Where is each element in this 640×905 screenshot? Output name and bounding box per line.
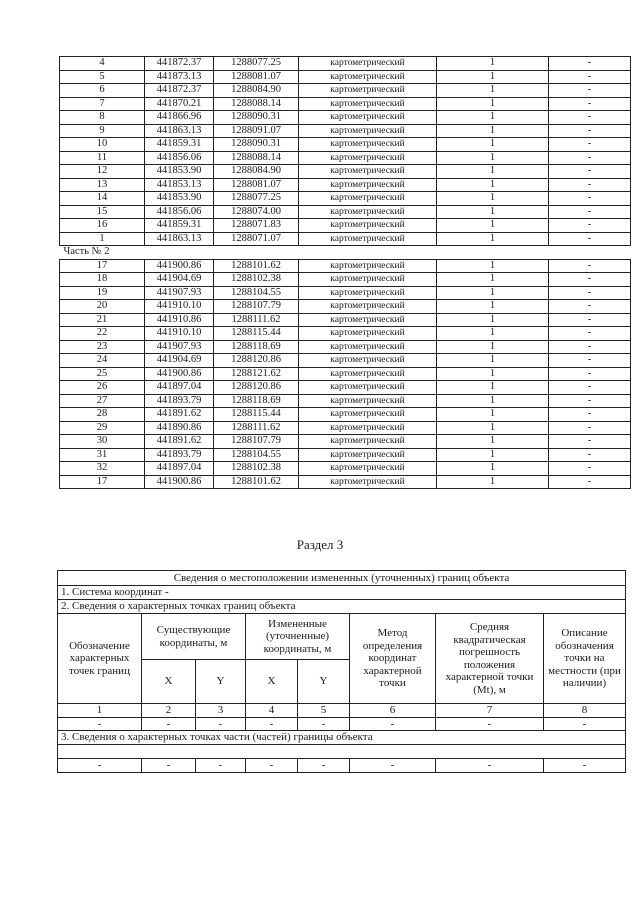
- cell-method: картометрический: [299, 354, 437, 368]
- cell-method: картометрический: [299, 435, 437, 449]
- cell-error: 1: [437, 232, 549, 246]
- cell-method: картометрический: [299, 205, 437, 219]
- cell-y: 1288102.38: [214, 462, 299, 476]
- table-row: [60, 313, 631, 327]
- cell-desc: -: [549, 435, 631, 449]
- cell-desc: -: [549, 232, 631, 246]
- cell-desc: -: [549, 178, 631, 192]
- part-points-row-cell: -: [196, 758, 246, 772]
- table-row: [60, 286, 631, 300]
- column-number-row-cell: 1: [58, 704, 142, 718]
- cell-y: 1288101.62: [214, 259, 299, 273]
- cell-error: 1: [437, 178, 549, 192]
- cell-num: 16: [60, 219, 145, 233]
- cell-desc: -: [549, 70, 631, 84]
- boundary-points-row: [58, 717, 626, 731]
- cell-method: картометрический: [299, 408, 437, 422]
- table-row: [60, 178, 631, 192]
- existing-y-header: Y: [196, 660, 246, 704]
- existing-x-header: X: [142, 660, 196, 704]
- cell-num: 27: [60, 394, 145, 408]
- cell-x: 441893.79: [145, 394, 214, 408]
- cell-method: картометрический: [299, 57, 437, 71]
- cell-num: 23: [60, 340, 145, 354]
- cell-y: 1288104.55: [214, 286, 299, 300]
- section3-header: Сведения о местоположении измененных (уточненных) границ объекта: [58, 571, 626, 586]
- cell-desc: -: [549, 408, 631, 422]
- table-row: [60, 205, 631, 219]
- cell-y: 1288084.90: [214, 165, 299, 179]
- cell-method: картометрический: [299, 340, 437, 354]
- cell-method: картометрический: [299, 448, 437, 462]
- boundary-points-row-cell: -: [58, 717, 142, 731]
- table-row: [60, 327, 631, 341]
- cell-num: 24: [60, 354, 145, 368]
- cell-error: 1: [437, 57, 549, 71]
- boundary-points-row-cell: -: [350, 717, 436, 731]
- cell-method: картометрический: [299, 111, 437, 125]
- part-points-row-cell: -: [142, 758, 196, 772]
- cell-desc: -: [549, 354, 631, 368]
- cell-num: 5: [60, 70, 145, 84]
- cell-num: 28: [60, 408, 145, 422]
- cell-desc: -: [549, 151, 631, 165]
- cell-y: 1288091.07: [214, 124, 299, 138]
- col-points-header: Обозначение характерных точек границ: [58, 614, 142, 704]
- cell-y: 1288074.00: [214, 205, 299, 219]
- cell-x: 441859.31: [145, 138, 214, 152]
- table-row: [60, 408, 631, 422]
- table-row: [60, 448, 631, 462]
- cell-method: картометрический: [299, 97, 437, 111]
- table-row: [60, 435, 631, 449]
- cell-x: 441891.62: [145, 408, 214, 422]
- boundary-points-row-cell: -: [246, 717, 298, 731]
- cell-y: 1288111.62: [214, 421, 299, 435]
- cell-method: картометрический: [299, 327, 437, 341]
- cell-method: картометрический: [299, 70, 437, 84]
- table-row: [60, 421, 631, 435]
- col-error-header: Средняя квадратическая погрешность положения характерной точки (Mt), м: [436, 614, 544, 704]
- cell-desc: -: [549, 340, 631, 354]
- col-method-header: Метод определения координат характерной точки: [350, 614, 436, 704]
- cell-x: 441897.04: [145, 381, 214, 395]
- part-points-line: 3. Сведения о характерных точках части (частей) границы объекта: [58, 731, 626, 745]
- cell-error: 1: [437, 462, 549, 476]
- column-number-row-cell: 8: [544, 704, 626, 718]
- coordinate-system-line: 1. Система координат -: [58, 586, 626, 600]
- cell-y: 1288081.07: [214, 70, 299, 84]
- cell-num: 12: [60, 165, 145, 179]
- table-row: [60, 354, 631, 368]
- part-points-row-cell: -: [298, 758, 350, 772]
- cell-error: 1: [437, 327, 549, 341]
- part-points-row: [58, 758, 626, 772]
- cell-num: 9: [60, 124, 145, 138]
- cell-error: 1: [437, 151, 549, 165]
- cell-num: 17: [60, 475, 145, 489]
- cell-error: 1: [437, 205, 549, 219]
- cell-y: 1288118.69: [214, 340, 299, 354]
- cell-error: 1: [437, 219, 549, 233]
- cell-y: 1288120.86: [214, 354, 299, 368]
- cell-error: 1: [437, 300, 549, 314]
- cell-y: 1288107.79: [214, 435, 299, 449]
- cell-num: 18: [60, 273, 145, 287]
- cell-x: 441866.96: [145, 111, 214, 125]
- cell-num: 26: [60, 381, 145, 395]
- cell-num: 10: [60, 138, 145, 152]
- cell-num: 1: [60, 232, 145, 246]
- cell-x: 441856.06: [145, 151, 214, 165]
- cell-y: 1288107.79: [214, 300, 299, 314]
- cell-y: 1288071.83: [214, 219, 299, 233]
- cell-method: картометрический: [299, 421, 437, 435]
- column-number-row-cell: 4: [246, 704, 298, 718]
- cell-desc: -: [549, 381, 631, 395]
- cell-x: 441893.79: [145, 448, 214, 462]
- cell-num: 21: [60, 313, 145, 327]
- cell-method: картометрический: [299, 313, 437, 327]
- cell-y: 1288071.07: [214, 232, 299, 246]
- part-points-row-cell: -: [246, 758, 298, 772]
- column-number-row-cell: 7: [436, 704, 544, 718]
- cell-num: 22: [60, 327, 145, 341]
- col-changed-header: Измененные (уточненные) координаты, м: [246, 614, 350, 660]
- cell-num: 20: [60, 300, 145, 314]
- cell-num: 30: [60, 435, 145, 449]
- cell-error: 1: [437, 448, 549, 462]
- cell-x: 441900.86: [145, 367, 214, 381]
- cell-y: 1288111.62: [214, 313, 299, 327]
- table-row: [60, 57, 631, 71]
- cell-x: 441859.31: [145, 219, 214, 233]
- cell-error: 1: [437, 340, 549, 354]
- cell-error: 1: [437, 421, 549, 435]
- cell-desc: -: [549, 327, 631, 341]
- section-title: Раздел 3: [296, 537, 344, 552]
- cell-error: 1: [437, 84, 549, 98]
- table-row: [60, 138, 631, 152]
- cell-x: 441904.69: [145, 273, 214, 287]
- cell-num: 32: [60, 462, 145, 476]
- cell-x: 441900.86: [145, 475, 214, 489]
- cell-y: 1288115.44: [214, 408, 299, 422]
- cell-method: картометрический: [299, 165, 437, 179]
- cell-desc: -: [549, 475, 631, 489]
- table-row: [60, 84, 631, 98]
- cell-method: картометрический: [299, 219, 437, 233]
- cell-desc: -: [549, 192, 631, 206]
- section3-table: [57, 570, 626, 773]
- column-number-row: [58, 704, 626, 718]
- cell-desc: -: [549, 138, 631, 152]
- cell-error: 1: [437, 367, 549, 381]
- cell-desc: -: [549, 273, 631, 287]
- cell-error: 1: [437, 273, 549, 287]
- boundary-points-row-cell: -: [544, 717, 626, 731]
- cell-x: 441853.90: [145, 192, 214, 206]
- cell-y: 1288088.14: [214, 151, 299, 165]
- cell-desc: -: [549, 57, 631, 71]
- cell-x: 441910.86: [145, 313, 214, 327]
- cell-desc: -: [549, 205, 631, 219]
- cell-x: 441863.13: [145, 124, 214, 138]
- cell-y: 1288077.25: [214, 192, 299, 206]
- cell-desc: -: [549, 367, 631, 381]
- cell-error: 1: [437, 70, 549, 84]
- cell-y: 1288084.90: [214, 84, 299, 98]
- cell-error: 1: [437, 97, 549, 111]
- cell-x: 441870.21: [145, 97, 214, 111]
- cell-desc: -: [549, 165, 631, 179]
- cell-desc: -: [549, 313, 631, 327]
- cell-x: 441907.93: [145, 340, 214, 354]
- coordinates-table: [59, 56, 631, 489]
- boundary-points-row-cell: -: [298, 717, 350, 731]
- cell-error: 1: [437, 286, 549, 300]
- part-points-row-cell: -: [350, 758, 436, 772]
- table-row: [60, 381, 631, 395]
- table-row: [60, 300, 631, 314]
- part-points-row-cell: -: [436, 758, 544, 772]
- part-points-row-cell: -: [58, 758, 142, 772]
- cell-y: 1288088.14: [214, 97, 299, 111]
- cell-desc: -: [549, 448, 631, 462]
- column-number-row-cell: 5: [298, 704, 350, 718]
- cell-num: 13: [60, 178, 145, 192]
- cell-method: картометрический: [299, 300, 437, 314]
- cell-x: 441856.06: [145, 205, 214, 219]
- table-row: [60, 151, 631, 165]
- cell-y: 1288104.55: [214, 448, 299, 462]
- cell-num: 4: [60, 57, 145, 71]
- cell-error: 1: [437, 192, 549, 206]
- cell-desc: -: [549, 97, 631, 111]
- boundary-points-line: 2. Сведения о характерных точках границ объекта: [58, 600, 626, 614]
- cell-desc: -: [549, 286, 631, 300]
- col-desc-header: Описание обозначения точки на местности (при наличии): [544, 614, 626, 704]
- cell-desc: -: [549, 394, 631, 408]
- cell-method: картометрический: [299, 84, 437, 98]
- cell-x: 441900.86: [145, 259, 214, 273]
- cell-num: 11: [60, 151, 145, 165]
- table-row: [60, 273, 631, 287]
- cell-y: 1288120.86: [214, 381, 299, 395]
- cell-method: картометрический: [299, 151, 437, 165]
- part-label: Часть № 2: [60, 246, 631, 260]
- cell-desc: -: [549, 111, 631, 125]
- cell-error: 1: [437, 111, 549, 125]
- part-points-row-cell: -: [544, 758, 626, 772]
- cell-error: 1: [437, 475, 549, 489]
- column-number-row-cell: 2: [142, 704, 196, 718]
- cell-desc: -: [549, 259, 631, 273]
- cell-x: 441907.93: [145, 286, 214, 300]
- cell-method: картометрический: [299, 462, 437, 476]
- table-row: [60, 192, 631, 206]
- cell-y: 1288118.69: [214, 394, 299, 408]
- cell-x: 441891.62: [145, 435, 214, 449]
- cell-desc: -: [549, 421, 631, 435]
- cell-y: 1288101.62: [214, 475, 299, 489]
- cell-method: картометрический: [299, 367, 437, 381]
- cell-y: 1288077.25: [214, 57, 299, 71]
- cell-y: 1288090.31: [214, 111, 299, 125]
- cell-x: 441904.69: [145, 354, 214, 368]
- cell-num: 6: [60, 84, 145, 98]
- cell-error: 1: [437, 381, 549, 395]
- changed-y-header: Y: [298, 660, 350, 704]
- cell-y: 1288081.07: [214, 178, 299, 192]
- table-row: [60, 475, 631, 489]
- col-existing-header: Существующие координаты, м: [142, 614, 246, 660]
- cell-method: картометрический: [299, 381, 437, 395]
- cell-desc: -: [549, 300, 631, 314]
- table-row: [60, 70, 631, 84]
- cell-error: 1: [437, 259, 549, 273]
- cell-x: 441853.13: [145, 178, 214, 192]
- cell-method: картометрический: [299, 138, 437, 152]
- cell-y: 1288121.62: [214, 367, 299, 381]
- cell-error: 1: [437, 165, 549, 179]
- cell-desc: -: [549, 84, 631, 98]
- cell-x: 441872.37: [145, 57, 214, 71]
- cell-method: картометрический: [299, 273, 437, 287]
- cell-num: 8: [60, 111, 145, 125]
- cell-desc: -: [549, 462, 631, 476]
- table-row: [60, 462, 631, 476]
- cell-method: картометрический: [299, 124, 437, 138]
- cell-x: 441873.13: [145, 70, 214, 84]
- boundary-points-row-cell: -: [436, 717, 544, 731]
- cell-num: 25: [60, 367, 145, 381]
- cell-error: 1: [437, 313, 549, 327]
- cell-x: 441863.13: [145, 232, 214, 246]
- part-row: [60, 246, 631, 260]
- table-row: [60, 232, 631, 246]
- cell-num: 7: [60, 97, 145, 111]
- cell-method: картометрический: [299, 232, 437, 246]
- table-row: [60, 124, 631, 138]
- cell-x: 441897.04: [145, 462, 214, 476]
- cell-error: 1: [437, 394, 549, 408]
- cell-y: 1288090.31: [214, 138, 299, 152]
- cell-error: 1: [437, 124, 549, 138]
- cell-method: картометрический: [299, 286, 437, 300]
- cell-x: 441872.37: [145, 84, 214, 98]
- table-row: [60, 111, 631, 125]
- cell-num: 29: [60, 421, 145, 435]
- cell-method: картометрический: [299, 178, 437, 192]
- empty-row: [58, 744, 626, 758]
- cell-method: картометрический: [299, 192, 437, 206]
- table-row: [60, 165, 631, 179]
- cell-error: 1: [437, 138, 549, 152]
- cell-desc: -: [549, 124, 631, 138]
- cell-x: 441890.86: [145, 421, 214, 435]
- cell-num: 14: [60, 192, 145, 206]
- table-row: [60, 394, 631, 408]
- cell-num: 19: [60, 286, 145, 300]
- cell-desc: -: [549, 219, 631, 233]
- cell-method: картометрический: [299, 259, 437, 273]
- table-row: [60, 340, 631, 354]
- cell-error: 1: [437, 435, 549, 449]
- cell-error: 1: [437, 408, 549, 422]
- cell-num: 15: [60, 205, 145, 219]
- cell-y: 1288115.44: [214, 327, 299, 341]
- cell-x: 441910.10: [145, 300, 214, 314]
- boundary-points-row-cell: -: [196, 717, 246, 731]
- cell-method: картометрический: [299, 394, 437, 408]
- cell-x: 441853.90: [145, 165, 214, 179]
- cell-y: 1288102.38: [214, 273, 299, 287]
- cell-error: 1: [437, 354, 549, 368]
- cell-x: 441910.10: [145, 327, 214, 341]
- column-number-row-cell: 6: [350, 704, 436, 718]
- boundary-points-row-cell: -: [142, 717, 196, 731]
- table-row: [60, 367, 631, 381]
- table-row: [60, 219, 631, 233]
- changed-x-header: X: [246, 660, 298, 704]
- cell-num: 31: [60, 448, 145, 462]
- column-number-row-cell: 3: [196, 704, 246, 718]
- cell-method: картометрический: [299, 475, 437, 489]
- table-row: [60, 97, 631, 111]
- table-row: [60, 259, 631, 273]
- cell-num: 17: [60, 259, 145, 273]
